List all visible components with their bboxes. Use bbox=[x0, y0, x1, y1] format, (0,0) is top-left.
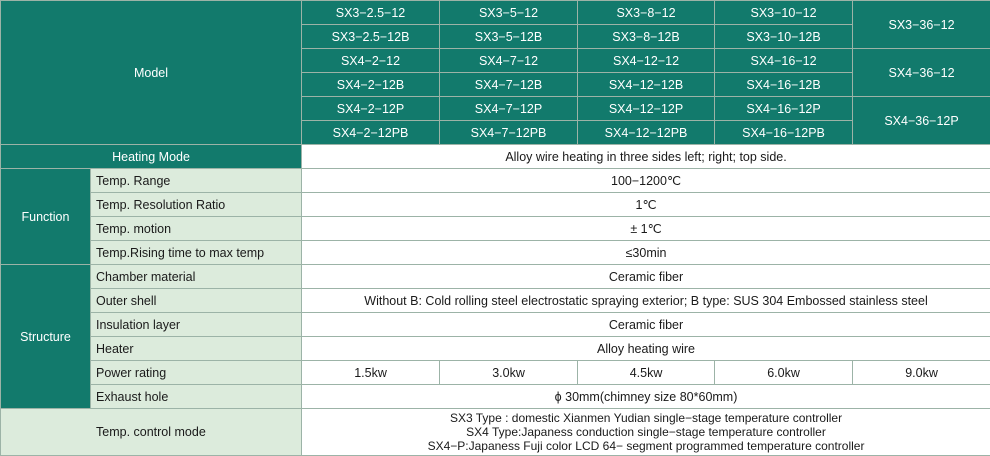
control-value bbox=[302, 409, 990, 456]
model-cell: SX3−10−12 bbox=[715, 1, 853, 25]
control-line: SX4−P:Japaness Fuji color LCD 64− segment programmed temperature controller bbox=[427, 439, 865, 453]
spec-value: ϕ 30mm(chimney size 80*60mm) bbox=[302, 385, 990, 409]
model-row bbox=[1, 1, 990, 25]
spec-label: Outer shell bbox=[91, 289, 302, 313]
spec-label: Temp. Resolution Ratio bbox=[91, 193, 302, 217]
structure-row bbox=[1, 265, 990, 289]
model-cell: SX3−2.5−12 bbox=[302, 1, 440, 25]
function-label: Function bbox=[1, 169, 91, 265]
spec-value: ≤30min bbox=[302, 241, 990, 265]
spec-label: Temp. Range bbox=[91, 169, 302, 193]
spec-value: Ceramic fiber bbox=[302, 265, 990, 289]
model-cell: SX3−8−12 bbox=[578, 1, 715, 25]
model-cell: SX4−16−12 bbox=[715, 49, 853, 73]
structure-row bbox=[1, 337, 990, 361]
model-cell: SX3−10−12B bbox=[715, 25, 853, 49]
function-row bbox=[1, 217, 990, 241]
model-cell: SX4−2−12PB bbox=[302, 121, 440, 145]
structure-label: Structure bbox=[1, 265, 91, 409]
model-cell: SX3−36−12 bbox=[853, 1, 990, 49]
control-line: SX3 Type : domestic Xianmen Yudian single−stage temperature controller bbox=[449, 411, 843, 425]
spec-value: 100−1200℃ bbox=[302, 169, 990, 193]
model-cell: SX3−5−12 bbox=[440, 1, 578, 25]
model-cell: SX3−5−12B bbox=[440, 25, 578, 49]
power-value: 3.0kw bbox=[440, 361, 578, 385]
power-value: 9.0kw bbox=[853, 361, 990, 385]
spec-label: Exhaust hole bbox=[91, 385, 302, 409]
power-value: 1.5kw bbox=[302, 361, 440, 385]
model-cell: SX4−12−12P bbox=[578, 97, 715, 121]
model-cell: SX4−7−12B bbox=[440, 73, 578, 97]
control-line: SX4 Type:Japaness conduction single−stage temperature controller bbox=[466, 425, 826, 439]
spec-value: Alloy heating wire bbox=[302, 337, 990, 361]
model-cell: SX4−36−12 bbox=[853, 49, 990, 97]
heating-mode-value: Alloy wire heating in three sides left; right; top side. bbox=[302, 145, 990, 169]
model-cell: SX4−12−12 bbox=[578, 49, 715, 73]
model-label: Model bbox=[1, 1, 302, 145]
model-cell: SX4−36−12P bbox=[853, 97, 990, 145]
model-cell: SX4−12−12B bbox=[578, 73, 715, 97]
model-cell: SX4−7−12P bbox=[440, 97, 578, 121]
spec-value: Ceramic fiber bbox=[302, 313, 990, 337]
heating-mode-row bbox=[1, 145, 990, 169]
spec-value: ± 1℃ bbox=[302, 217, 990, 241]
function-row bbox=[1, 193, 990, 217]
heating-mode-label: Heating Mode bbox=[1, 145, 302, 169]
model-cell: SX4−12−12PB bbox=[578, 121, 715, 145]
model-cell: SX4−2−12 bbox=[302, 49, 440, 73]
structure-row bbox=[1, 289, 990, 313]
spec-label: Chamber material bbox=[91, 265, 302, 289]
structure-row bbox=[1, 385, 990, 409]
spec-label: Power rating bbox=[91, 361, 302, 385]
model-cell: SX4−16−12P bbox=[715, 97, 853, 121]
spec-label: Temp. motion bbox=[91, 217, 302, 241]
function-row bbox=[1, 169, 990, 193]
model-cell: SX4−16−12PB bbox=[715, 121, 853, 145]
spec-value: Without B: Cold rolling steel electrostatic spraying exterior; B type: SUS 304 Embossed stainless steel bbox=[302, 289, 990, 313]
control-label: Temp. control mode bbox=[1, 409, 302, 456]
spec-label: Heater bbox=[91, 337, 302, 361]
spec-value: 1℃ bbox=[302, 193, 990, 217]
model-cell: SX4−7−12PB bbox=[440, 121, 578, 145]
spec-label: Insulation layer bbox=[91, 313, 302, 337]
model-cell: SX3−2.5−12B bbox=[302, 25, 440, 49]
model-cell: SX4−2−12B bbox=[302, 73, 440, 97]
control-row bbox=[1, 409, 990, 456]
model-cell: SX4−2−12P bbox=[302, 97, 440, 121]
power-value: 6.0kw bbox=[715, 361, 853, 385]
spec-label: Temp.Rising time to max temp bbox=[91, 241, 302, 265]
model-cell: SX4−7−12 bbox=[440, 49, 578, 73]
model-cell: SX4−16−12B bbox=[715, 73, 853, 97]
structure-row bbox=[1, 361, 990, 385]
model-cell: SX3−8−12B bbox=[578, 25, 715, 49]
power-value: 4.5kw bbox=[578, 361, 715, 385]
function-row bbox=[1, 241, 990, 265]
structure-row bbox=[1, 313, 990, 337]
